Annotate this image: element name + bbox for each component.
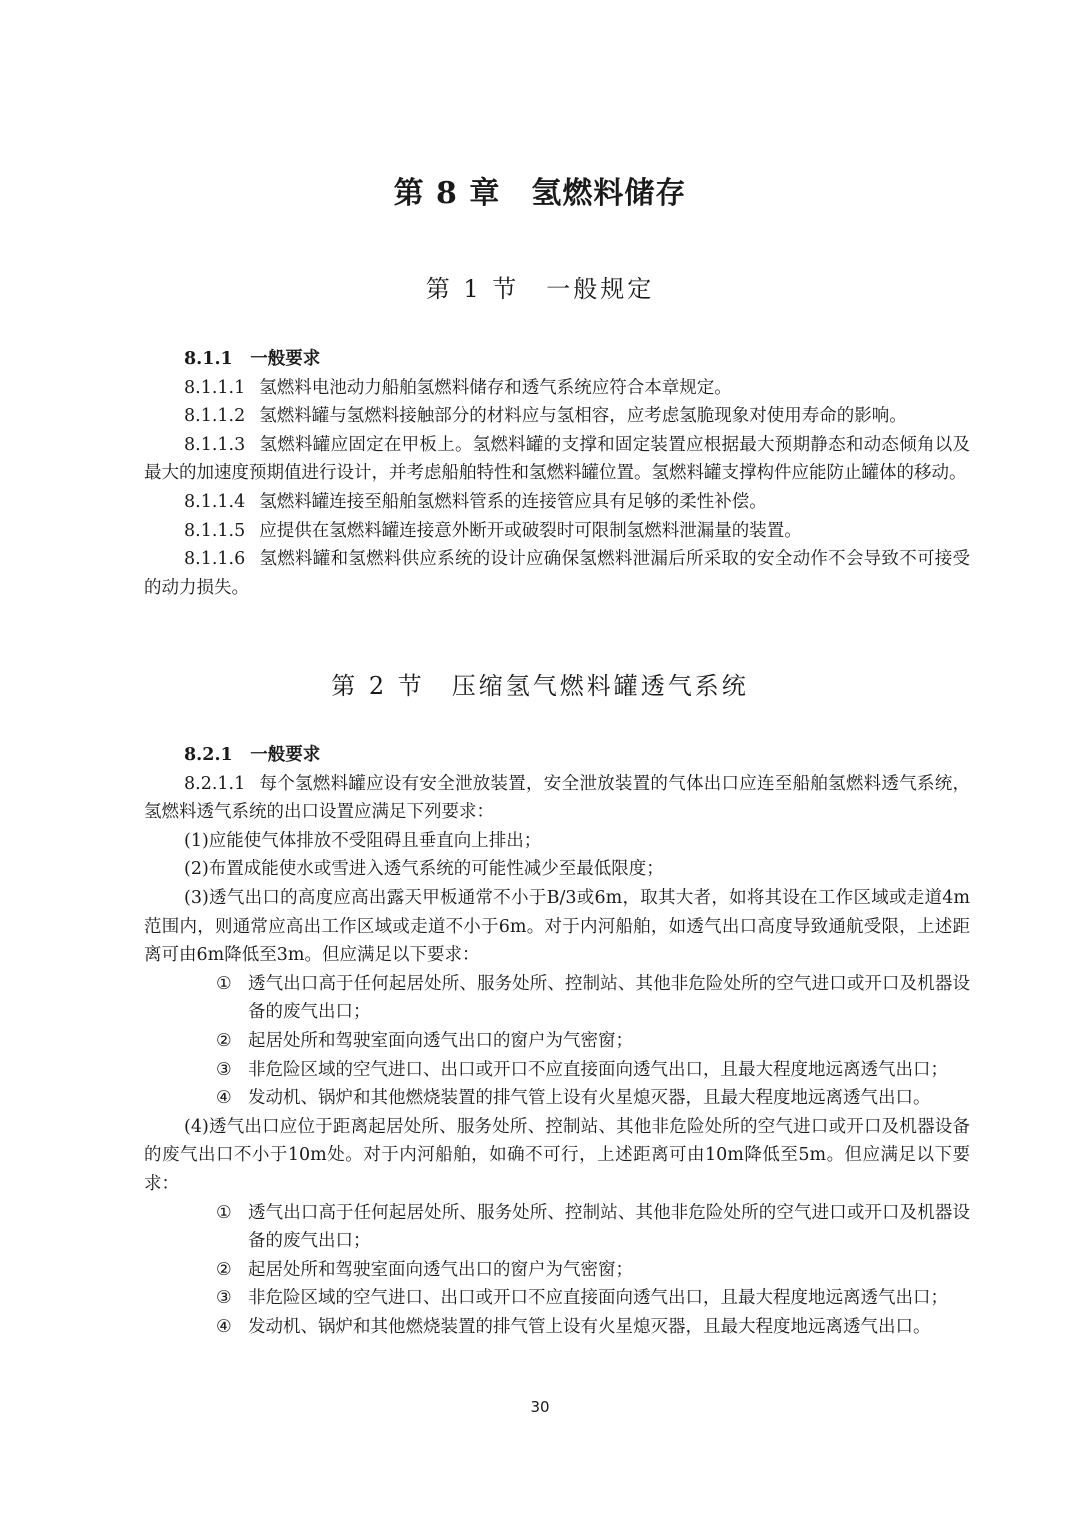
list-marker: ② — [216, 1259, 232, 1280]
list-item-text: 非危险区域的空气进口、出口或开口不应直接面向透气出口，且最大程度地远离透气出口； — [248, 1059, 948, 1080]
clause-number: 8.1.1.4 — [184, 491, 246, 512]
requirement-1: (1)应能使气体排放不受阻碍且垂直向上排出； — [184, 830, 542, 851]
list-item-text: 起居处所和驾驶室面向透气出口的窗户为气密窗； — [248, 1259, 633, 1280]
subsection-heading: 8.2.1 一般要求 — [184, 745, 321, 765]
clause-text: 氢燃料罐应固定在甲板上。氢燃料罐的支撑和固定装置应根据最大预期静态和动态倾角以及最大的加速度预期值进行设计，并考虑船舶特性和氢燃料罐位置。氢燃料罐支撑构件应能防止罐体的移动。 — [144, 434, 970, 484]
list-item — [144, 970, 970, 1027]
list-item — [144, 1256, 970, 1285]
clause-paragraph — [144, 770, 970, 827]
list-item-text: 起居处所和驾驶室面向透气出口的窗户为气密窗； — [248, 1030, 633, 1051]
list-item — [144, 1027, 970, 1056]
section-2-body — [144, 741, 970, 1341]
clause-number: 8.1.1.1 — [184, 377, 246, 398]
list-marker: ② — [216, 1030, 232, 1051]
clause-text: 氢燃料电池动力船舶氢燃料储存和透气系统应符合本章规定。 — [259, 377, 732, 398]
section-2-title: 第 2 节 压缩氢气燃料罐透气系统 — [331, 672, 749, 700]
list-marker: ③ — [216, 1288, 232, 1309]
list-item — [144, 1284, 970, 1313]
list-marker: ③ — [216, 1059, 232, 1080]
clause-number: 8.1.1.3 — [184, 434, 246, 455]
clause-paragraph — [144, 402, 970, 431]
clause-text: 氢燃料罐和氢燃料供应系统的设计应确保氢燃料泄漏后所采取的安全动作不会导致不可接受的动力损失。 — [144, 549, 970, 598]
clause-paragraph — [144, 545, 970, 602]
list-item-text: 发动机、锅炉和其他燃烧装置的排气管上设有火星熄灭器，且最大程度地远离透气出口。 — [248, 1316, 931, 1337]
clause-paragraph — [144, 374, 970, 403]
clause-text: 氢燃料罐与氢燃料接触部分的材料应与氢相容，应考虑氢脆现象对使用寿命的影响。 — [259, 406, 907, 427]
list-marker: ④ — [216, 1088, 232, 1109]
list-item — [144, 1199, 970, 1256]
list-marker: ④ — [216, 1316, 232, 1337]
list-marker: ① — [216, 1202, 232, 1223]
clause-number: 8.1.1.2 — [184, 406, 246, 427]
list-item-text: 非危险区域的空气进口、出口或开口不应直接面向透气出口，且最大程度地远离透气出口； — [248, 1288, 948, 1309]
requirement-2: (2)布置成能使水或雪进入透气系统的可能性减少至最低限度； — [184, 859, 664, 880]
section-1-body — [144, 345, 970, 602]
list-item — [144, 1084, 970, 1113]
list-item — [144, 1313, 970, 1342]
clause-paragraph — [144, 488, 970, 517]
clause-number: 8.1.1.6 — [184, 549, 246, 570]
list-item-text: 发动机、锅炉和其他燃烧装置的排气管上设有火星熄灭器，且最大程度地远离透气出口。 — [248, 1088, 931, 1109]
list-item — [144, 1056, 970, 1085]
chapter-title: 第 8 章 氢燃料储存 — [393, 176, 687, 211]
clause-text: 每个氢燃料罐应设有安全泄放装置，安全泄放装置的气体出口应连至船舶氢燃料透气系统，氢燃料透气系统的出口设置应满足下列要求： — [144, 773, 970, 823]
section-1-title: 第 1 节 一般规定 — [425, 275, 655, 303]
page-number: 30 — [530, 1398, 550, 1416]
clause-text: 氢燃料罐连接至船舶氢燃料管系的连接管应具有足够的柔性补偿。 — [259, 491, 767, 512]
clause-paragraph — [144, 431, 970, 488]
clause-text: 应提供在氢燃料罐连接意外断开或破裂时可限制氢燃料泄漏量的装置。 — [259, 520, 802, 541]
requirement-4: (4)透气出口应位于距离起居处所、服务处所、控制站、其他非危险处所的空气进口或开口及机器设备的废气出口不小于10m处。对于内河船舶，如确不可行，上述距离可由10m降低至5m。但应满足以下要求： — [144, 1116, 970, 1194]
subsection-heading: 8.1.1 一般要求 — [184, 349, 321, 369]
list-marker: ① — [216, 973, 232, 994]
requirement-3: (3)透气出口的高度应高出露天甲板通常不小于B/3或6m，取其大者，如将其设在工作区域或走道4m范围内，则通常应高出工作区域或走道不小于6m。对于内河船舶，如透气出口高度导致通航受限，上述距离可由6m降低至3m。但应满足以下要求： — [144, 887, 970, 966]
list-item-text: 透气出口高于任何起居处所、服务处所、控制站、其他非危险处所的空气进口或开口及机器设备的废气出口； — [248, 973, 970, 1023]
clause-number: 8.2.1.1 — [184, 773, 246, 794]
clause-number: 8.1.1.5 — [184, 520, 246, 541]
list-item-text: 透气出口高于任何起居处所、服务处所、控制站、其他非危险处所的空气进口或开口及机器设备的废气出口； — [248, 1202, 970, 1252]
clause-paragraph — [144, 517, 970, 546]
